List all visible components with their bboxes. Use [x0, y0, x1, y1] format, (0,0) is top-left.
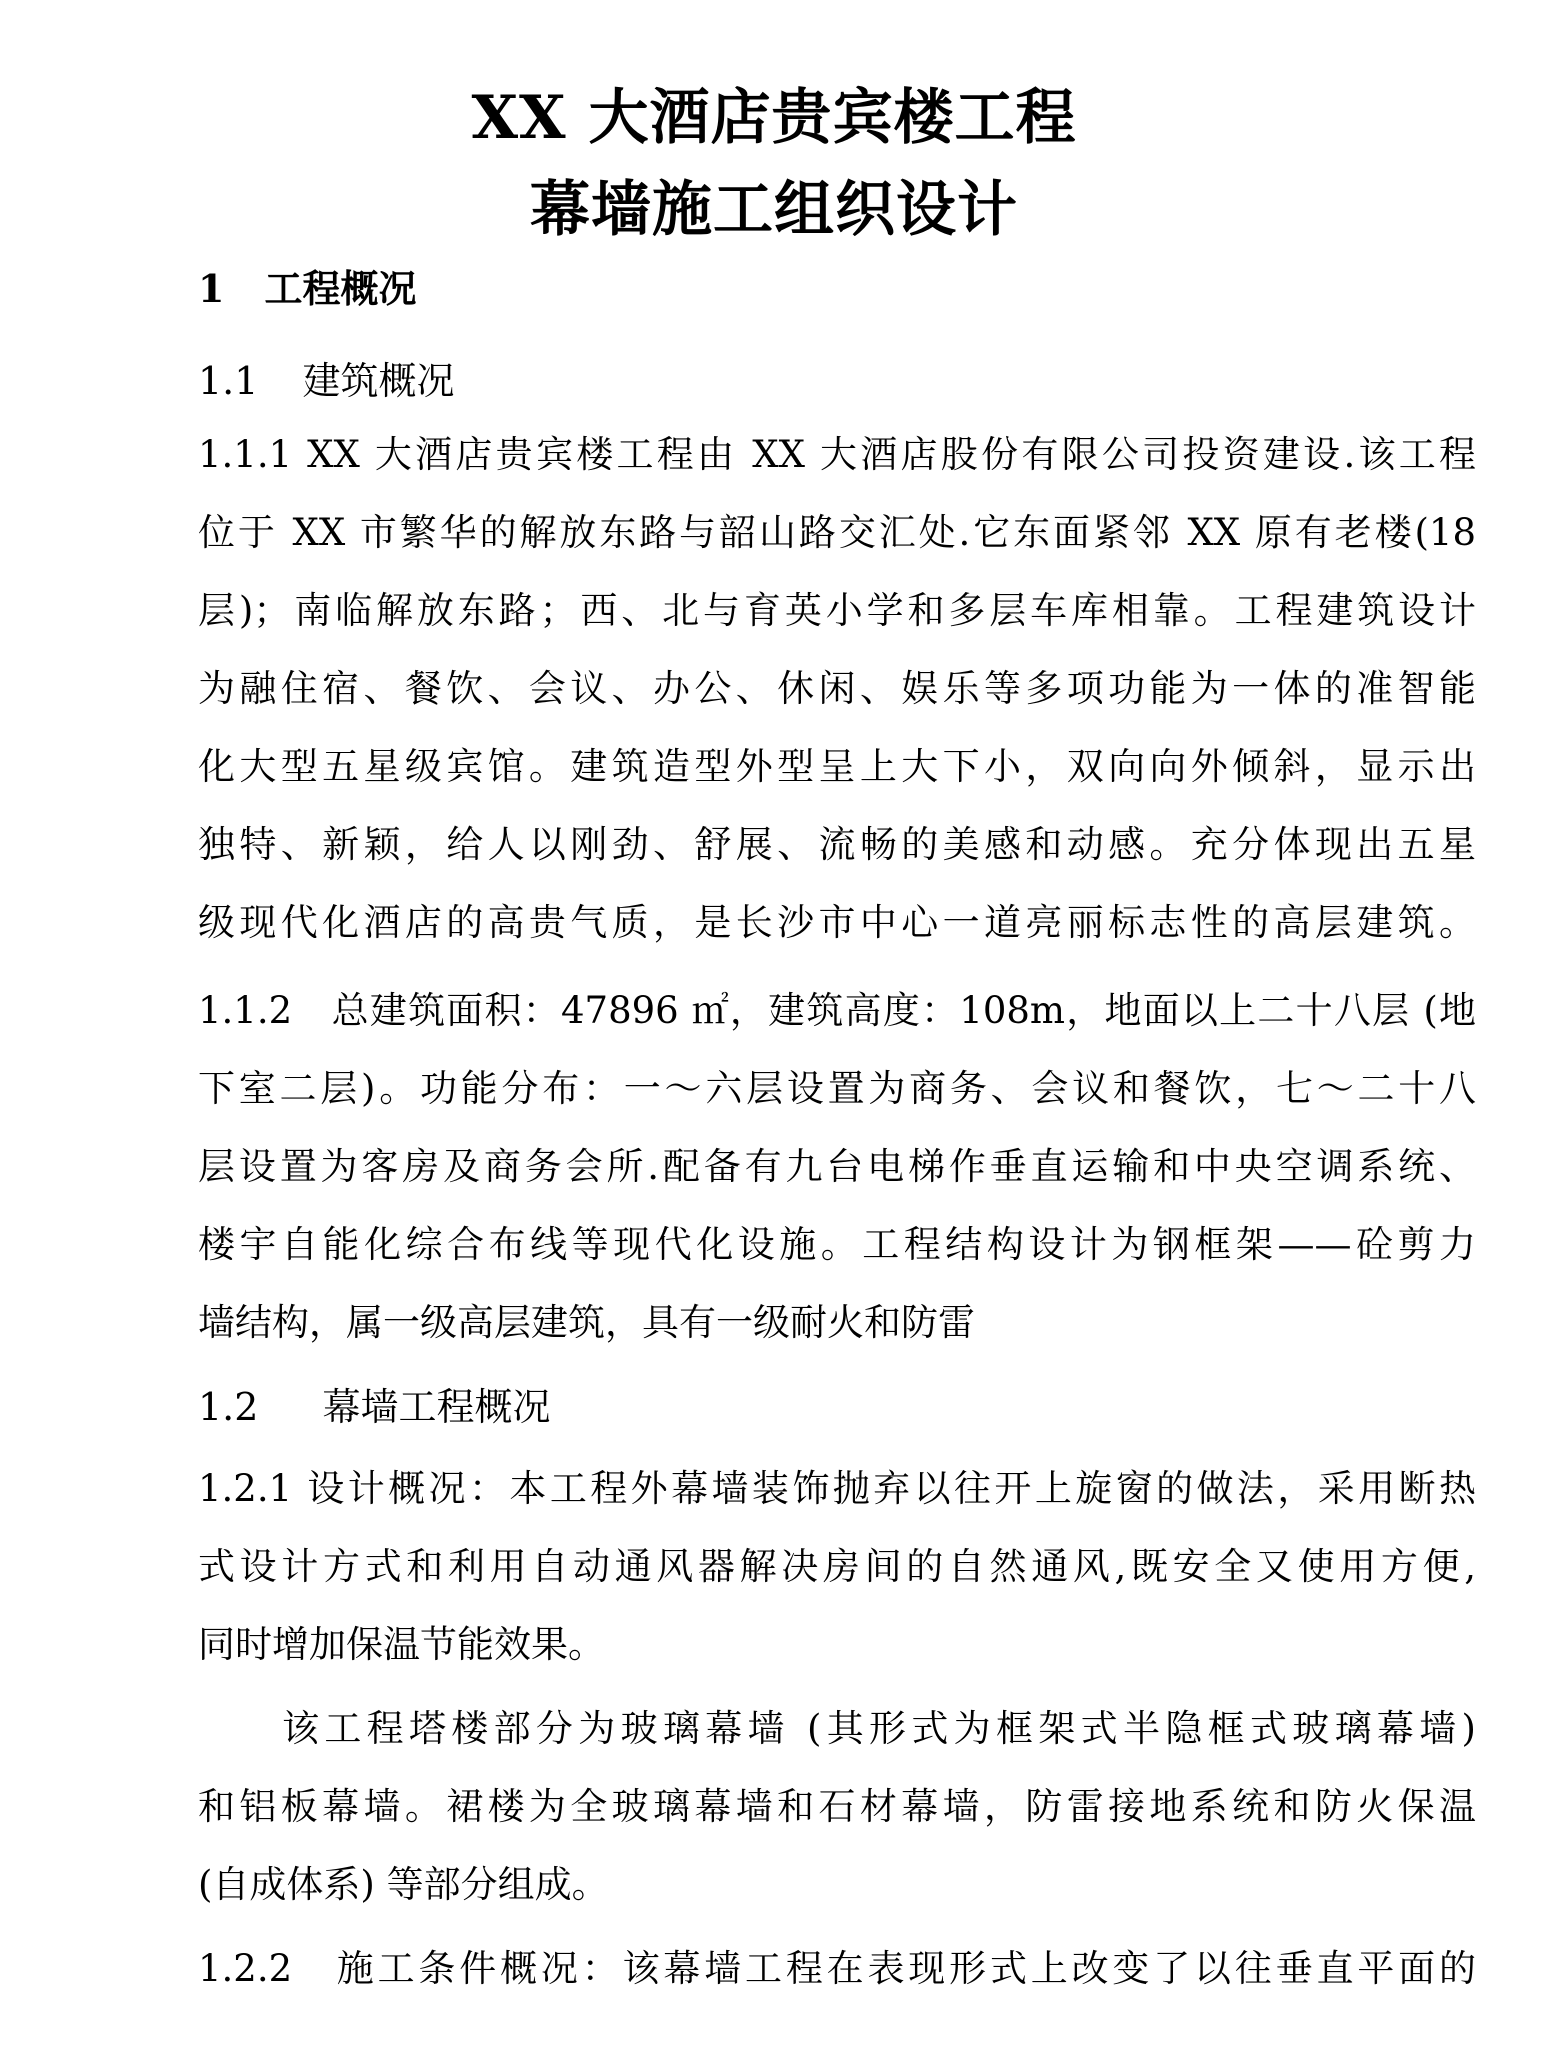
paragraph-line: 式设计方式和利用自动通风器解决房间的自然通风,既安全又使用方便,: [198, 1545, 1476, 1588]
section-1-2-number: 1.2: [198, 1385, 259, 1429]
section-1-1-number: 1.1: [198, 359, 259, 403]
section-1-title: 工程概况: [264, 266, 417, 311]
paragraph-line: 为融住宿、餐饮、会议、办公、休闲、娱乐等多项功能为一体的准智能: [198, 667, 1476, 710]
section-1-2-heading: [198, 1385, 551, 1429]
paragraph-line: 位于 XX 市繁华的解放东路与韶山路交汇处.它东面紧邻 XX 原有老楼(18: [198, 511, 1476, 554]
paragraph-line: 层设置为客房及商务会所.配备有九台电梯作垂直运输和中央空调系统、: [198, 1145, 1476, 1188]
paragraph-line: 下室二层)。功能分布：一～六层设置为商务、会议和餐饮，七～二十八: [198, 1067, 1476, 1110]
paragraph-line: 楼宇自能化综合布线等现代化设施。工程结构设计为钢框架——砼剪力: [198, 1223, 1476, 1266]
paragraph-line: 级现代化酒店的高贵气质，是长沙市中心一道亮丽标志性的高层建筑。: [198, 901, 1476, 944]
section-1-number: 1: [198, 266, 225, 311]
section-1-heading: [198, 266, 417, 311]
paragraph-line: 和铝板幕墙。裙楼为全玻璃幕墙和石材幕墙，防雷接地系统和防火保温: [198, 1785, 1476, 1828]
paragraph-line: 1.2.2 施工条件概况：该幕墙工程在表现形式上改变了以往垂直平面的: [198, 1947, 1476, 1990]
section-1-1-heading: [198, 359, 455, 403]
paragraph-line: 1.2.1 设计概况：本工程外幕墙装饰抛弃以往开上旋窗的做法，采用断热: [198, 1467, 1476, 1510]
section-1-2-title: 幕墙工程概况: [322, 1385, 551, 1429]
document-title-line-2: 幕墙施工组织设计: [530, 175, 1018, 245]
paragraph-line: 同时增加保温节能效果。: [198, 1623, 605, 1666]
section-1-1-title: 建筑概况: [302, 359, 455, 403]
paragraph-line: 独特、新颖，给人以刚劲、舒展、流畅的美感和动感。充分体现出五星: [198, 823, 1476, 866]
paragraph-line: 化大型五星级宾馆。建筑造型外型呈上大下小，双向向外倾斜，显示出: [198, 745, 1476, 788]
paragraph-line: (自成体系) 等部分组成。: [198, 1863, 609, 1906]
paragraph-line: 墙结构，属一级高层建筑，具有一级耐火和防雷: [198, 1301, 975, 1344]
document-title-line-1: XX 大酒店贵宾楼工程: [471, 83, 1077, 153]
paragraph-line: 1.1.2 总建筑面积：47896 ㎡，建筑高度：108m，地面以上二十八层 (地: [198, 989, 1476, 1032]
paragraph-line: 该工程塔楼部分为玻璃幕墙 (其形式为框架式半隐框式玻璃幕墙): [282, 1707, 1476, 1750]
paragraph-line: 1.1.1 XX 大酒店贵宾楼工程由 XX 大酒店股份有限公司投资建设.该工程: [198, 433, 1476, 476]
paragraph-line: 层)；南临解放东路；西、北与育英小学和多层车库相靠。工程建筑设计: [198, 589, 1476, 632]
